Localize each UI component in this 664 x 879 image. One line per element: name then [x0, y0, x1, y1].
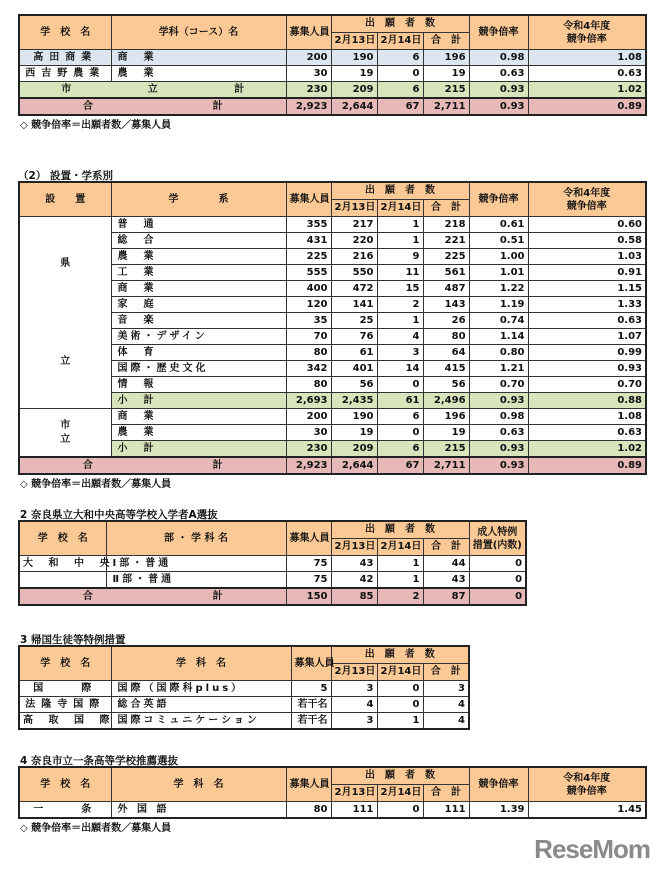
- value-cell: 1: [377, 572, 423, 589]
- value-cell: 19: [423, 425, 469, 441]
- value-cell: 42: [331, 572, 377, 589]
- value-cell: 26: [423, 313, 469, 329]
- date-column-header: 2月13日: [331, 200, 377, 217]
- department-cell: 情 報: [111, 377, 286, 393]
- department-cell: 総合英語: [111, 697, 291, 713]
- value-cell: 0: [377, 66, 423, 82]
- value-cell: 0.89: [528, 457, 646, 474]
- department-cell: 小 計: [111, 393, 286, 409]
- table-row: [19, 233, 646, 249]
- value-cell: 0: [377, 802, 423, 819]
- applicants-group-header: 出 願 者 数: [331, 767, 469, 785]
- value-cell: 4: [331, 697, 377, 713]
- value-cell: 342: [286, 361, 331, 377]
- column-header: 競争倍率: [469, 182, 528, 217]
- value-cell: 4: [377, 329, 423, 345]
- total-label: [19, 588, 286, 605]
- ratio-note-2: ◇ 競争倍率＝出願者数／募集人員: [20, 479, 172, 490]
- value-cell: 1.02: [528, 82, 646, 99]
- date-column-header: 合 計: [423, 33, 469, 50]
- value-cell: 355: [286, 217, 331, 233]
- value-cell: 2,644: [331, 98, 377, 115]
- value-cell: 43: [331, 556, 377, 572]
- value-cell: 0.63: [528, 66, 646, 82]
- value-cell: 85: [331, 588, 377, 605]
- total-label-part: 計: [234, 83, 245, 95]
- value-cell: 67: [377, 98, 423, 115]
- department-cell: 小 計: [111, 441, 286, 458]
- table-row: [19, 249, 646, 265]
- department-cell: 国際・歴史文化: [111, 361, 286, 377]
- value-cell: 80: [286, 345, 331, 361]
- value-cell: 75: [286, 572, 331, 589]
- value-cell: 0.88: [528, 393, 646, 409]
- table-row: [19, 713, 469, 730]
- table-row: [19, 572, 526, 589]
- column-header: 学科（コース）名: [111, 15, 286, 50]
- subtotal-row: [19, 393, 646, 409]
- header-row: [19, 521, 526, 539]
- column-header: 成人特例 措置(内数): [469, 521, 526, 556]
- value-cell: 550: [331, 265, 377, 281]
- value-cell: 0: [377, 377, 423, 393]
- table-row: [19, 556, 526, 572]
- value-cell: 555: [286, 265, 331, 281]
- value-cell: 0.93: [528, 361, 646, 377]
- value-cell: 0: [469, 588, 526, 605]
- column-header: 学 校 名: [19, 521, 106, 556]
- value-cell: 0.99: [528, 345, 646, 361]
- value-cell: 1.08: [528, 50, 646, 66]
- value-cell: 19: [331, 425, 377, 441]
- value-cell: 2: [377, 297, 423, 313]
- value-cell: 80: [286, 377, 331, 393]
- value-cell: 6: [377, 441, 423, 458]
- value-cell: 6: [377, 82, 423, 99]
- total-label-part: 合: [82, 590, 93, 602]
- department-cell: 農 業: [111, 66, 286, 82]
- total-label-part: 立: [147, 83, 158, 95]
- column-header: 募集人員: [286, 15, 331, 50]
- value-cell: 80: [423, 329, 469, 345]
- total-label-part: 市: [61, 83, 72, 95]
- column-header: 競争倍率: [469, 15, 528, 50]
- column-header: 募集人員: [286, 182, 331, 217]
- value-cell: 2,711: [423, 457, 469, 474]
- department-cell: 美術・デザイン: [111, 329, 286, 345]
- value-cell: 215: [423, 441, 469, 458]
- value-cell: 1.19: [469, 297, 528, 313]
- value-cell: 1.45: [528, 802, 646, 819]
- value-cell: 11: [377, 265, 423, 281]
- value-cell: 61: [331, 345, 377, 361]
- table-row: [19, 66, 646, 82]
- department-cell: 工 業: [111, 265, 286, 281]
- value-cell: 0: [377, 681, 423, 697]
- table-3-container: [18, 520, 527, 606]
- value-cell: 1: [377, 313, 423, 329]
- value-cell: 19: [331, 66, 377, 82]
- department-cell: 農 業: [111, 425, 286, 441]
- value-cell: 120: [286, 297, 331, 313]
- value-cell: 2,923: [286, 457, 331, 474]
- value-cell: 0.74: [469, 313, 528, 329]
- value-cell: 0.58: [528, 233, 646, 249]
- column-header: 学 校 名: [19, 767, 111, 802]
- subtotal-row: [19, 82, 646, 99]
- value-cell: 0.98: [469, 409, 528, 425]
- value-cell: 87: [423, 588, 469, 605]
- table-row: [19, 425, 646, 441]
- value-cell: 1.22: [469, 281, 528, 297]
- total-label: [19, 98, 286, 115]
- value-cell: 215: [423, 82, 469, 99]
- resemom-logo: ReseMom: [534, 834, 650, 864]
- column-header: 令和4年度 競争倍率: [528, 182, 646, 217]
- table-4-container: [18, 645, 470, 730]
- total-label: [19, 457, 286, 474]
- value-cell: 0.63: [469, 66, 528, 82]
- value-cell: 56: [423, 377, 469, 393]
- table-row: [19, 313, 646, 329]
- value-cell: 14: [377, 361, 423, 377]
- value-cell: 25: [331, 313, 377, 329]
- value-cell: 1.08: [528, 409, 646, 425]
- value-cell: 64: [423, 345, 469, 361]
- department-cell: 商 業: [111, 409, 286, 425]
- applicants-group-header: 出 願 者 数: [331, 521, 469, 539]
- value-cell: 401: [331, 361, 377, 377]
- date-column-header: 2月13日: [331, 664, 377, 681]
- value-cell: 67: [377, 457, 423, 474]
- value-cell: 2,923: [286, 98, 331, 115]
- table-2-container: [18, 181, 647, 491]
- value-cell: 0: [469, 572, 526, 589]
- section-title-4: 3 帰国生徒等特例措置: [20, 634, 126, 646]
- value-cell: 487: [423, 281, 469, 297]
- value-cell: 6: [377, 409, 423, 425]
- value-cell: 2,435: [331, 393, 377, 409]
- table-row: [19, 265, 646, 281]
- value-cell: 472: [331, 281, 377, 297]
- section-title-2: （2） 設置・学系別: [18, 170, 113, 182]
- value-cell: 0.93: [469, 441, 528, 458]
- value-cell: 190: [331, 409, 377, 425]
- value-cell: 1.33: [528, 297, 646, 313]
- header-row: [19, 15, 646, 33]
- value-cell: 1.07: [528, 329, 646, 345]
- table-row: [19, 329, 646, 345]
- header-row: [19, 182, 646, 200]
- table-row: [19, 50, 646, 66]
- table-row: [19, 409, 646, 425]
- value-cell: 2,711: [423, 98, 469, 115]
- value-cell: 220: [331, 233, 377, 249]
- value-cell: 9: [377, 249, 423, 265]
- total-label-part: 計: [212, 100, 223, 112]
- value-cell: 196: [423, 409, 469, 425]
- value-cell: 111: [423, 802, 469, 819]
- table-row: [19, 681, 469, 697]
- table-row: [19, 281, 646, 297]
- date-column-header: 合 計: [423, 539, 469, 556]
- date-column-header: 合 計: [423, 785, 469, 802]
- school-name-cell: 一 条: [19, 802, 111, 819]
- date-column-header: 2月14日: [377, 200, 423, 217]
- department-cell: 普 通: [111, 217, 286, 233]
- value-cell: 216: [331, 249, 377, 265]
- value-cell: 3: [331, 681, 377, 697]
- total-label-part: 合: [82, 100, 93, 112]
- value-cell: 2: [377, 588, 423, 605]
- value-cell: 30: [286, 66, 331, 82]
- date-column-header: 合 計: [423, 200, 469, 217]
- establishment-cell: 市 立: [19, 409, 111, 458]
- value-cell: 0.89: [528, 98, 646, 115]
- t5-table: [18, 766, 647, 819]
- value-cell: 1.03: [528, 249, 646, 265]
- total-label-part: 合: [82, 459, 93, 471]
- value-cell: 0.70: [469, 377, 528, 393]
- header-row: [19, 767, 646, 785]
- column-header: 学 校 名: [19, 646, 111, 681]
- value-cell: 221: [423, 233, 469, 249]
- value-cell: 70: [286, 329, 331, 345]
- date-column-header: 2月14日: [377, 664, 423, 681]
- value-cell: 0.93: [469, 457, 528, 474]
- value-cell: 5: [291, 681, 331, 697]
- grand-total-row: [19, 98, 646, 115]
- column-header: 令和4年度 競争倍率: [528, 15, 646, 50]
- value-cell: 141: [331, 297, 377, 313]
- value-cell: 0: [469, 556, 526, 572]
- value-cell: 400: [286, 281, 331, 297]
- date-column-header: 合 計: [423, 664, 469, 681]
- date-column-header: 2月13日: [331, 539, 377, 556]
- value-cell: 2,496: [423, 393, 469, 409]
- value-cell: 0: [377, 697, 423, 713]
- table-row: [19, 377, 646, 393]
- establishment-cell: 県 立: [19, 217, 111, 409]
- value-cell: 若干名: [291, 697, 331, 713]
- value-cell: 0.63: [469, 425, 528, 441]
- column-header: 学 校 名: [19, 15, 111, 50]
- column-header: 学 科 名: [111, 767, 286, 802]
- value-cell: 80: [286, 802, 331, 819]
- table-row: [19, 697, 469, 713]
- value-cell: 225: [423, 249, 469, 265]
- applicants-group-header: 出 願 者 数: [331, 15, 469, 33]
- column-header: 募集人員: [286, 767, 331, 802]
- column-header: 募集人員: [286, 521, 331, 556]
- column-header: 設 置: [19, 182, 111, 217]
- value-cell: 3: [331, 713, 377, 730]
- value-cell: 若干名: [291, 713, 331, 730]
- value-cell: 0.93: [469, 393, 528, 409]
- value-cell: 225: [286, 249, 331, 265]
- value-cell: 1.01: [469, 265, 528, 281]
- value-cell: 1.39: [469, 802, 528, 819]
- department-cell: 農 業: [111, 249, 286, 265]
- grand-total-row: [19, 457, 646, 474]
- header-row: [19, 646, 469, 664]
- value-cell: 0.63: [528, 425, 646, 441]
- value-cell: 230: [286, 441, 331, 458]
- column-header: 令和4年度 競争倍率: [528, 767, 646, 802]
- value-cell: 561: [423, 265, 469, 281]
- school-name-cell: 西吉野農業: [19, 66, 111, 82]
- value-cell: 1.00: [469, 249, 528, 265]
- value-cell: 415: [423, 361, 469, 377]
- value-cell: 75: [286, 556, 331, 572]
- school-name-cell: 大 和 中 央: [19, 556, 106, 572]
- value-cell: 6: [377, 50, 423, 66]
- department-cell: Ⅱ部・普通: [106, 572, 286, 589]
- value-cell: 44: [423, 556, 469, 572]
- t1-table: [18, 14, 647, 116]
- value-cell: 230: [286, 82, 331, 99]
- value-cell: 1: [377, 217, 423, 233]
- column-header: 学 系: [111, 182, 286, 217]
- value-cell: 0.98: [469, 50, 528, 66]
- applicants-group-header: 出 願 者 数: [331, 182, 469, 200]
- value-cell: 1: [377, 713, 423, 730]
- value-cell: 1.02: [528, 441, 646, 458]
- value-cell: 0.91: [528, 265, 646, 281]
- table-row: [19, 361, 646, 377]
- value-cell: 1: [377, 556, 423, 572]
- value-cell: 3: [423, 681, 469, 697]
- school-name-cell: 高 取 国 際: [19, 713, 111, 730]
- column-header: 部 ・ 学 科 名: [106, 521, 286, 556]
- value-cell: 56: [331, 377, 377, 393]
- value-cell: 0.51: [469, 233, 528, 249]
- column-header: 競争倍率: [469, 767, 528, 802]
- value-cell: 4: [423, 713, 469, 730]
- ratio-note-5: ◇ 競争倍率＝出願者数／募集人員: [20, 823, 172, 834]
- section-title-5: 4 奈良市立一条高等学校推薦選抜: [20, 755, 178, 767]
- value-cell: 111: [331, 802, 377, 819]
- column-header: 学 科 名: [111, 646, 291, 681]
- value-cell: 0.80: [469, 345, 528, 361]
- table-row: [19, 345, 646, 361]
- department-cell: 総 合: [111, 233, 286, 249]
- total-label: [19, 82, 286, 99]
- department-cell: 外 国 語: [111, 802, 286, 819]
- value-cell: 1.15: [528, 281, 646, 297]
- date-column-header: 2月13日: [331, 33, 377, 50]
- column-header: 募集人員: [291, 646, 331, 681]
- subtotal-row: [19, 441, 646, 458]
- value-cell: 2,644: [331, 457, 377, 474]
- value-cell: 0.93: [469, 82, 528, 99]
- department-cell: 体 育: [111, 345, 286, 361]
- ratio-note-1: ◇ 競争倍率＝出願者数／募集人員: [20, 120, 172, 131]
- table-row: [19, 217, 646, 233]
- department-cell: 商 業: [111, 281, 286, 297]
- value-cell: 3: [377, 345, 423, 361]
- value-cell: 0.61: [469, 217, 528, 233]
- value-cell: 19: [423, 66, 469, 82]
- value-cell: 209: [331, 441, 377, 458]
- value-cell: 218: [423, 217, 469, 233]
- school-name-cell: [19, 572, 106, 589]
- value-cell: 200: [286, 50, 331, 66]
- value-cell: 76: [331, 329, 377, 345]
- value-cell: 190: [331, 50, 377, 66]
- applicants-group-header: 出 願 者 数: [331, 646, 469, 664]
- value-cell: 143: [423, 297, 469, 313]
- department-cell: Ⅰ部・普通: [106, 556, 286, 572]
- total-label-part: 計: [212, 590, 223, 602]
- value-cell: 0.63: [528, 313, 646, 329]
- t2-table: [18, 181, 647, 475]
- value-cell: 217: [331, 217, 377, 233]
- value-cell: 35: [286, 313, 331, 329]
- date-column-header: 2月14日: [377, 785, 423, 802]
- table-5-container: [18, 766, 647, 835]
- value-cell: 4: [423, 697, 469, 713]
- value-cell: 30: [286, 425, 331, 441]
- school-name-cell: 高田商業: [19, 50, 111, 66]
- date-column-header: 2月14日: [377, 539, 423, 556]
- date-column-header: 2月13日: [331, 785, 377, 802]
- value-cell: 1.21: [469, 361, 528, 377]
- value-cell: 196: [423, 50, 469, 66]
- value-cell: 0.60: [528, 217, 646, 233]
- table-row: [19, 802, 646, 819]
- table-1-container: [18, 14, 647, 132]
- t4-table: [18, 645, 470, 730]
- value-cell: 0: [377, 425, 423, 441]
- value-cell: 1.14: [469, 329, 528, 345]
- value-cell: 43: [423, 572, 469, 589]
- grand-total-row: [19, 588, 526, 605]
- value-cell: 2,693: [286, 393, 331, 409]
- school-name-cell: 法隆寺国際: [19, 697, 111, 713]
- value-cell: 15: [377, 281, 423, 297]
- section-title-3: 2 奈良県立大和中央高等学校入学者A選抜: [20, 509, 218, 521]
- department-cell: 国際（国際科plus）: [111, 681, 291, 697]
- t3-table: [18, 520, 527, 606]
- value-cell: 1: [377, 233, 423, 249]
- department-cell: 国際コミュニケーション: [111, 713, 291, 730]
- value-cell: 200: [286, 409, 331, 425]
- table-row: [19, 297, 646, 313]
- department-cell: 音 楽: [111, 313, 286, 329]
- date-column-header: 2月14日: [377, 33, 423, 50]
- value-cell: 61: [377, 393, 423, 409]
- value-cell: 0.70: [528, 377, 646, 393]
- department-cell: 家 庭: [111, 297, 286, 313]
- department-cell: 商 業: [111, 50, 286, 66]
- value-cell: 209: [331, 82, 377, 99]
- value-cell: 0.93: [469, 98, 528, 115]
- value-cell: 150: [286, 588, 331, 605]
- value-cell: 431: [286, 233, 331, 249]
- school-name-cell: 国 際: [19, 681, 111, 697]
- total-label-part: 計: [212, 459, 223, 471]
